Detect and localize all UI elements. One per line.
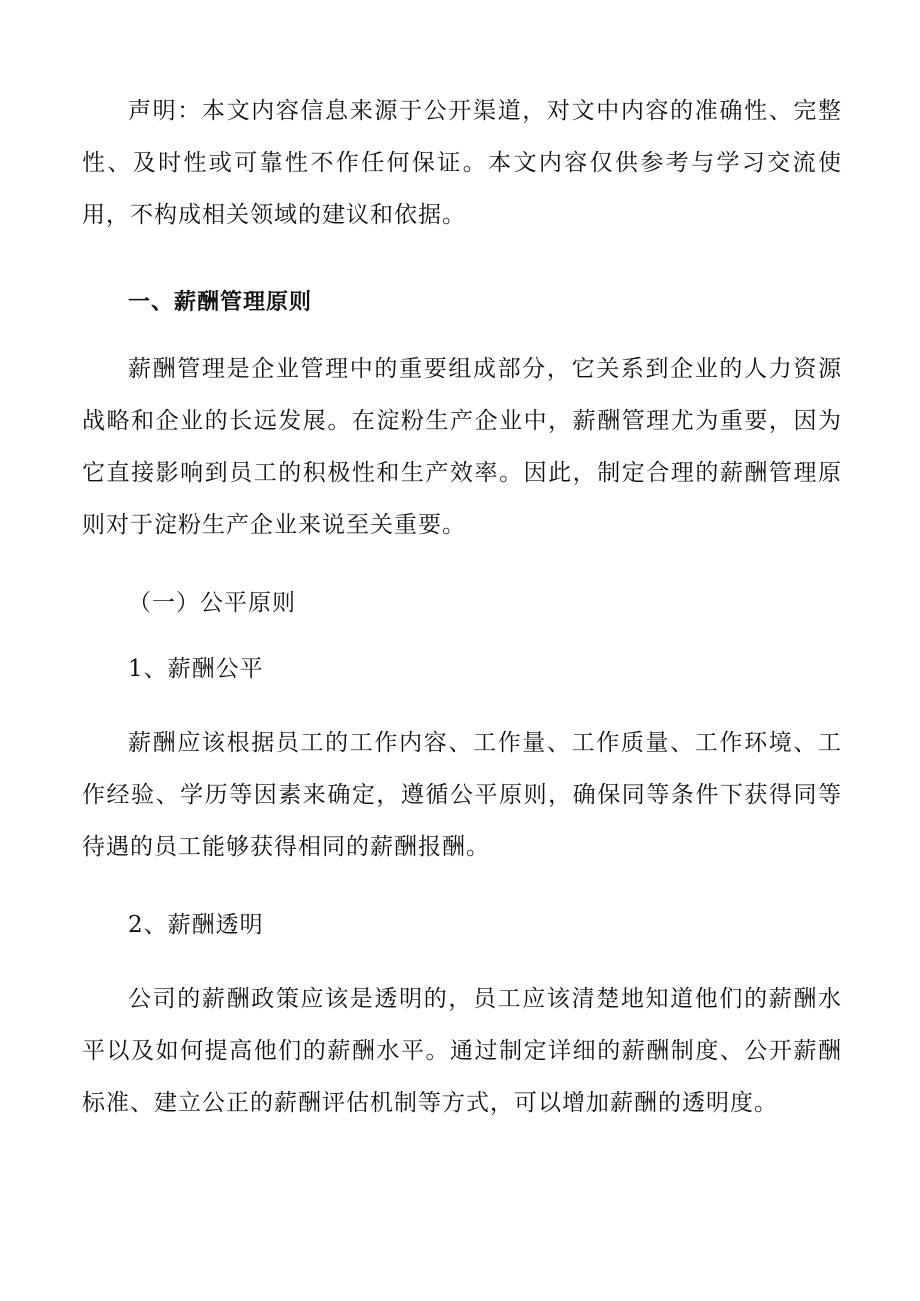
section-heading: 一、薪酬管理原则 bbox=[128, 290, 313, 315]
document-page bbox=[82, 85, 842, 1129]
section-intro-paragraph: 薪酬管理是企业管理中的重要组成部分，它关系到企业的人力资源战略和企业的长远发展。在淀粉生产企业中，薪酬管理尤为重要，因为它直接影响到员工的积极性和生产效率。因此，制定合理的薪酬管理原则对于淀粉生产企业来说至关重要。 bbox=[82, 356, 842, 538]
subsection-heading: （一）公平原则 bbox=[128, 590, 296, 616]
item1-heading: 1、薪酬公平 bbox=[128, 656, 264, 682]
item2-heading: 2、薪酬透明 bbox=[128, 912, 264, 938]
disclaimer-paragraph: 声明：本文内容信息来源于公开渠道，对文中内容的准确性、完整性、及时性或可靠性不作任何保证。本文内容仅供参考与学习交流使用，不构成相关领域的建议和依据。 bbox=[82, 98, 842, 228]
item1-paragraph: 薪酬应该根据员工的工作内容、工作量、工作质量、工作环境、工作经验、学历等因素来确定，遵循公平原则，确保同等条件下获得同等待遇的员工能够获得相同的薪酬报酬。 bbox=[82, 730, 842, 860]
item2-paragraph: 公司的薪酬政策应该是透明的，员工应该清楚地知道他们的薪酬水平以及如何提高他们的薪酬水平。通过制定详细的薪酬制度、公开薪酬标准、建立公正的薪酬评估机制等方式，可以增加薪酬的透明度。 bbox=[82, 986, 842, 1116]
